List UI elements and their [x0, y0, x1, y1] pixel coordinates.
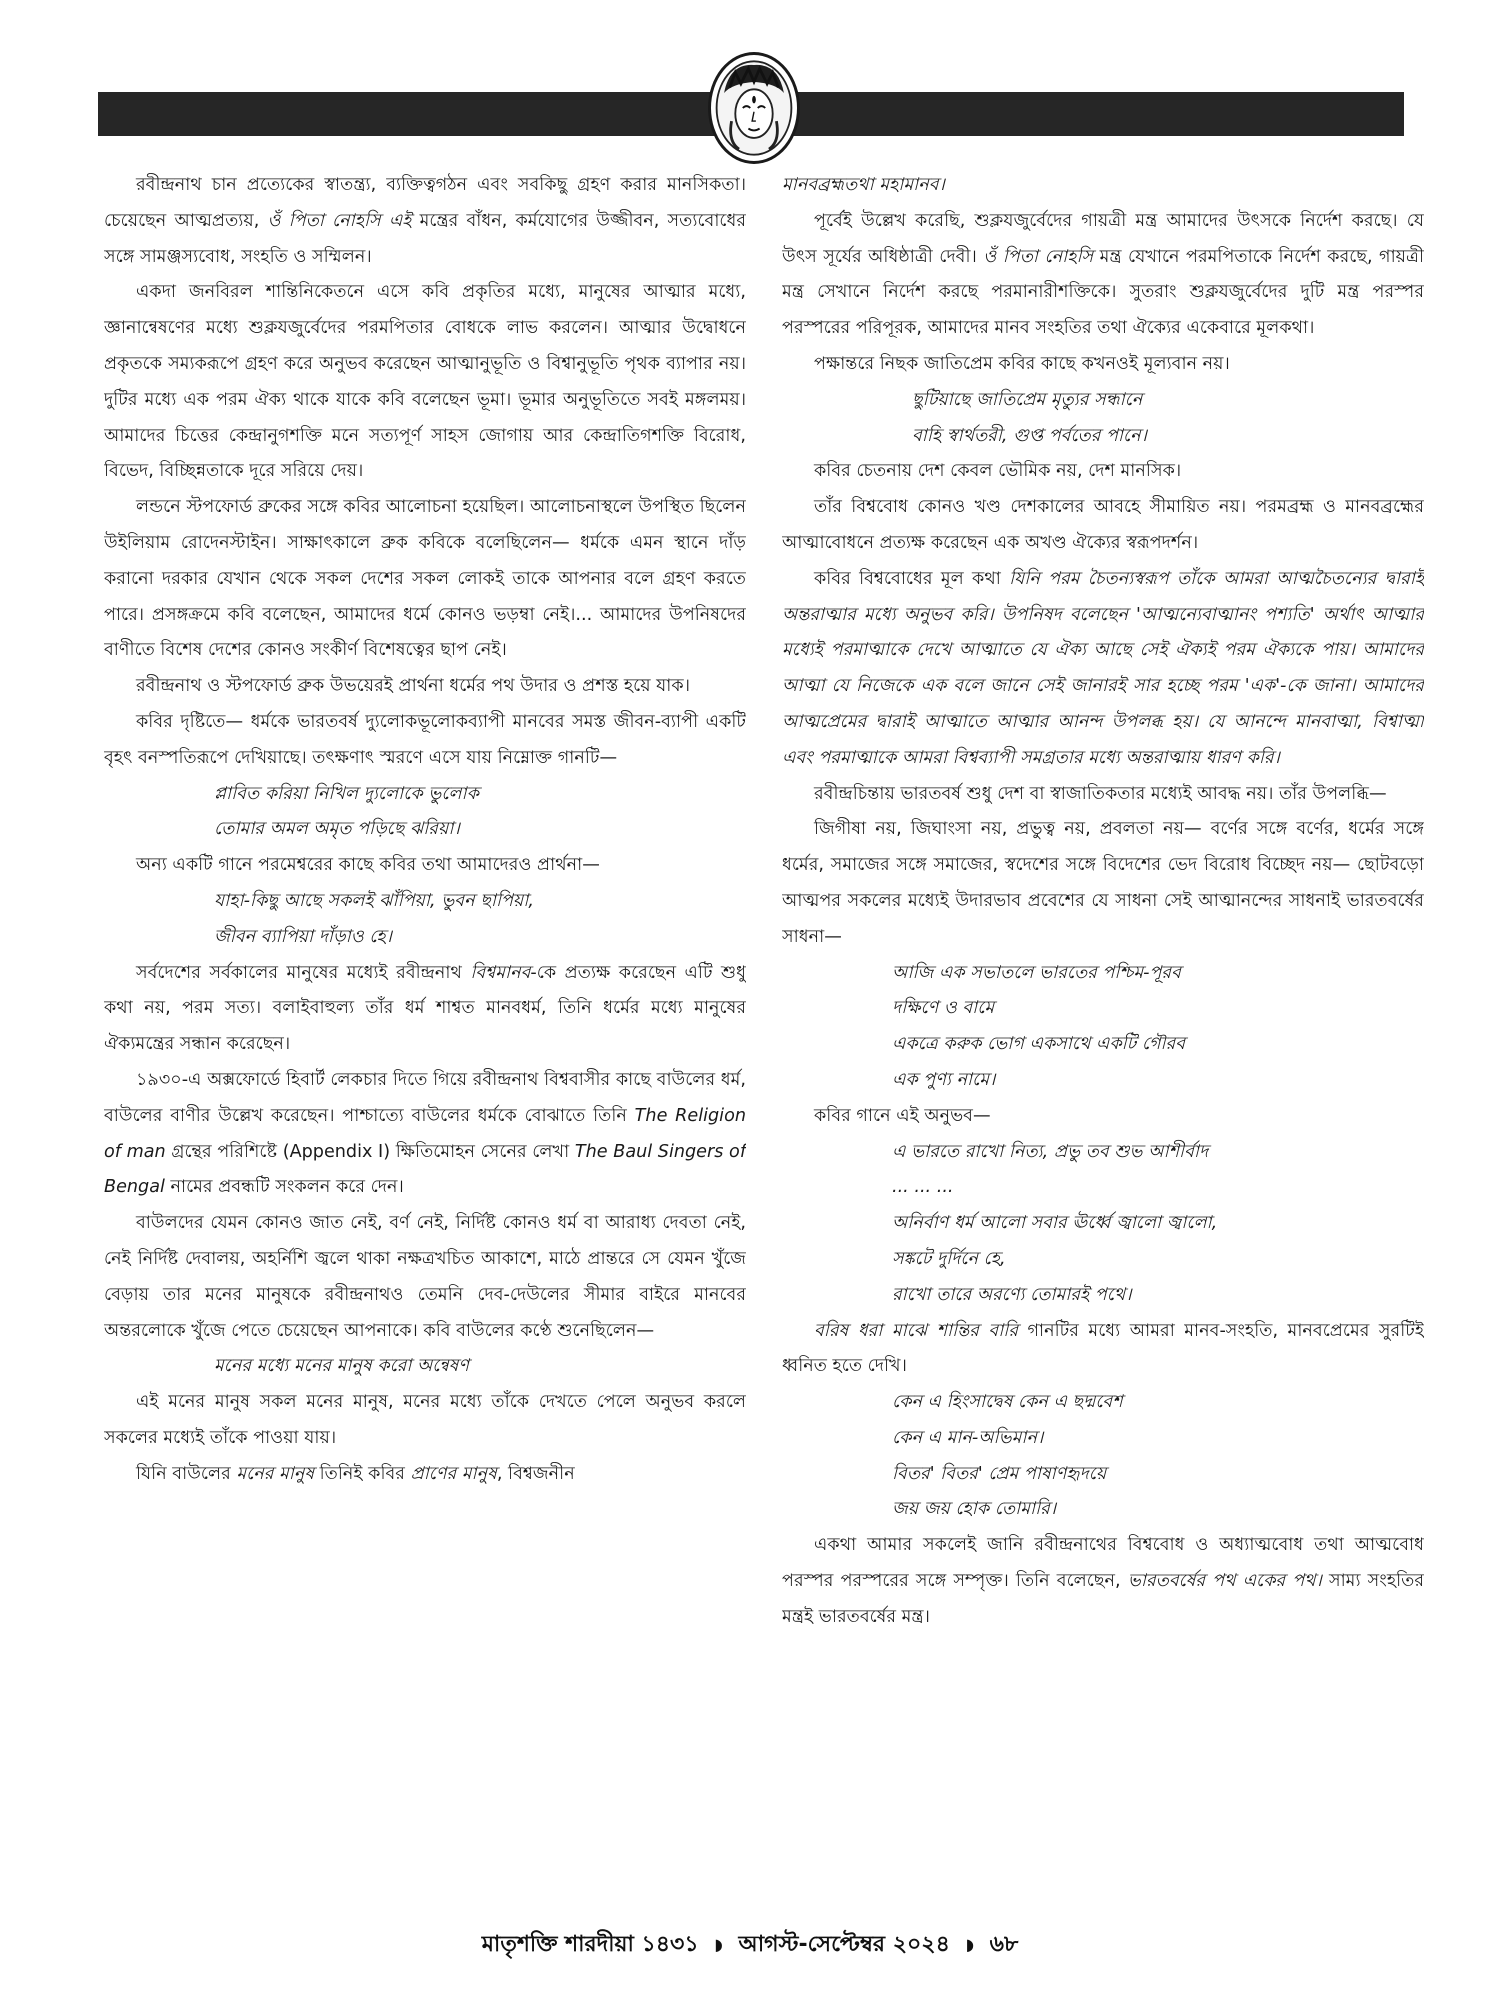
right-column — [782, 168, 1424, 1868]
verse-line: এ ভারতে রাখো নিত্য, প্রভু তব শুভ আশীর্বাদ — [892, 1141, 1209, 1162]
paragraph: ১৯৩০-এ অক্সফোর্ডে হিবার্ট লেকচার দিতে গিয়ে রবীন্দ্রনাথ বিশ্ববাসীর কাছে বাউলের ধর্ম, বাউলের বাণীর উল্লেখ করেছেন। পাশ্চাত্যে বাউলের ধর্মকে বোঝাতে তিনি The Religion of man গ্রন্থের পরিশিষ্টে (Appendix I) ক্ষিতিমোহন সেনের লেখা The Baul Singers of Bengal নামের প্রবন্ধটি সংকলন করে দেন। — [104, 1069, 746, 1198]
paragraph: যিনি বাউলের মনের মানুষ তিনিই কবির প্রাণের মানুষ, বিশ্বজনীন — [136, 1463, 575, 1484]
paragraph: একথা আমার সকলেই জানি রবীন্দ্রনাথের বিশ্ববোধ ও অধ্যাত্মবোধ তথা আত্মবোধ পরস্পর পরস্পরের সঙ্গে সম্পৃক্ত। তিনি বলেছেন, ভারতবর্ষের পথ একের পথ। সাম্য সংহতির মন্ত্রই ভারতবর্ষের মন্ত্র। — [782, 1535, 1424, 1627]
paragraph: পক্ষান্তরে নিছক জাতিপ্রেম কবির কাছে কখনওই মূল্যবান নয়। — [814, 353, 1230, 374]
verse-line: ছুটিয়াছে জাতিপ্রেম মৃত্যুর সন্ধানে — [912, 389, 1143, 410]
verse-line: অনির্বাণ ধর্ম আলো সবার ঊর্ধ্বে জ্বালো জ্বালো, — [892, 1213, 1218, 1234]
paragraph: কবির চেতনায় দেশ কেবল ভৌমিক নয়, দেশ মানসিক। — [814, 461, 1182, 482]
verse-line: প্লাবিত করিয়া নিখিল দ্যুলোকে ভুলোক — [214, 783, 479, 804]
paragraph: বরিষ ধরা মাঝে শান্তির বারি গানটির মধ্যে আমরা মানব-সংহতি, মানবপ্রেমের সুরটিই ধ্বনিত হতে দেখি। — [782, 1320, 1424, 1377]
page-footer — [0, 1925, 1500, 1965]
paragraph: সর্বদেশের সর্বকালের মানুষের মধ্যেই রবীন্দ্রনাথ বিশ্বমানব-কে প্রত্যক্ষ করেছেন এটি শুধু কথা নয়, পরম সত্য। বলাইবাহুল্য তাঁর ধর্ম শাশ্বত মানবধর্ম, তিনি ধর্মের মধ্যে মানুষের ঐক্যমন্ত্রের সন্ধান করেছেন। — [104, 962, 746, 1055]
verse-line: জীবন ব্যাপিয়া দাঁড়াও হে। — [214, 926, 392, 947]
verse-line: এক পুণ্য নামে। — [892, 1069, 996, 1090]
verse-line: সঙ্কটে দুর্দিনে হে, — [892, 1248, 1006, 1269]
paragraph: কবির গানে এই অনুভব— — [814, 1105, 991, 1126]
verse-line: কেন এ হিংসাদ্বেষ কেন এ ছদ্মবেশ — [892, 1392, 1123, 1413]
paragraph: কবির বিশ্ববোধের মূল কথা যিনি পরম চৈতন্যস্বরূপ তাঁকে আমরা আত্মচৈতন্যের দ্বারাই অন্তরাত্মার মধ্যে অনুভব করি। উপনিষদ বলেছেন 'আত্মন্যেবাত্মানং পশ্যতি' অর্থাৎ আত্মার মধ্যেই পরমাত্মাকে দেখে আত্মাতে যে ঐক্য আছে সেই ঐক্যই পরম ঐক্যকে পায়। আমাদের আত্মা যে নিজেকে এক বলে জানে সেই জানারই সার হচ্ছে পরম 'এক'-কে জানা। আমাদের আত্মপ্রেমের দ্বারাই আত্মাতে আত্মার আনন্দ উপলব্ধ হয়। যে আনন্দে মানবাত্মা, বিশ্বাত্মা এবং পরমাত্মাকে আমরা বিশ্বব্যাপী সমগ্রতার মধ্যে অন্তরাত্মায় ধারণ করি। — [782, 568, 1424, 768]
verse-line: বাহি স্বার্থতরী, গুপ্ত পর্বতের পানে। — [912, 425, 1147, 446]
verse-line: রাখো তারে অরণ্যে তোমারই পথে। — [892, 1284, 1132, 1305]
paragraph: বাউলদের যেমন কোনও জাত নেই, বর্ণ নেই, নির্দিষ্ট কোনও ধর্ম বা আরাধ্য দেবতা নেই, নেই নির্দিষ্ট দেবালয়, অহর্নিশি জ্বলে থাকা নক্ষত্রখচিত আকাশে, মাঠে প্রান্তরে সে যেমন খুঁজে বেড়ায় তার মনের মানুষকে রবীন্দ্রনাথও তেমনি দেব-দেউলের সীমার বাইরে মানবের অন্তরলোকে খুঁজে পেতে চেয়েছেন আপনাকে। কবি বাউলের কণ্ঠে শুনেছিলেন— — [104, 1213, 746, 1341]
verse-line: দক্ষিণে ও বামে — [892, 998, 995, 1019]
paragraph: মানবব্রহ্মতথা মহামানব। — [782, 175, 945, 195]
separator-icon: ◗ — [965, 1935, 974, 1954]
verse-line: মনের মধ্যে মনের মানুষ করো অন্বেষণ — [214, 1356, 470, 1377]
verse-line: যাহা-কিছু আছে সকলই ঝাঁপিয়া, ভুবন ছাপিয়া, — [214, 890, 534, 911]
paragraph: জিগীষা নয়, জিঘাংসা নয়, প্রভুত্ব নয়, প্রবলতা নয়— বর্ণের সঙ্গে বর্ণের, ধর্মের সঙ্গে ধর্মের, সমাজের সঙ্গে সমাজের, স্বদেশের সঙ্গে বিদেশের ভেদ বিরোধ বিচ্ছেদ নয়— ছোটবড়ো আত্মপর সকলের মধ্যেই উদারভাব প্রবেশের যে সাধনা সেই আত্মানন্দের সাধনাই ভারতবর্ষের সাধনা— — [782, 819, 1424, 947]
verse-line: একত্রে করুক ভোগ একসাথে একটি গৌরব — [892, 1034, 1186, 1055]
magazine-title: মাতৃশক্তি শারদীয়া ১৪৩১ — [481, 1932, 699, 1957]
verse-line: ... ... ... — [892, 1177, 954, 1198]
paragraph: তাঁর বিশ্ববোধ কোনও খণ্ড দেশকালের আবহে সীমায়িত নয়। পরমব্রহ্ম ও মানবব্রহ্মের আত্মাবোধনে প্রত্যক্ষ করেছেন এক অখণ্ড ঐক্যের স্বরূপদর্শন। — [782, 497, 1424, 553]
paragraph: লন্ডনে স্টপফোর্ড ব্রুকের সঙ্গে কবির আলোচনা হয়েছিল। আলোচনাস্থলে উপস্থিত ছিলেন উইলিয়াম রোদেনস্টাইন। সাক্ষাৎকালে ব্রুক কবিকে বলেছিলেন— ধর্মকে এমন স্থানে দাঁড় করানো দরকার যেখান থেকে সকল দেশের সকল লোকই তাকে আপনার বলে গ্রহণ করতে পারে। প্রসঙ্গক্রমে কবি বলেছেন, আমাদের ধর্মে কোনও ভড়ম্বা নেই।... আমাদের উপনিষদের বাণীতে বিশেষ দেশের কোনও সংকীর্ণ বিশেষত্বের ছাপ নেই। — [104, 497, 746, 661]
verse-line: কেন এ মান-অভিমান। — [892, 1427, 1044, 1448]
goddess-emblem-icon — [708, 52, 800, 164]
separator-icon: ◗ — [714, 1935, 723, 1954]
paragraph: পূর্বেই উল্লেখ করেছি, শুক্লযজুর্বেদের গায়ত্রী মন্ত্র আমাদের উৎসকে নির্দেশ করছে। যে উৎস সূর্যের অধিষ্ঠাত্রী দেবী। ওঁ পিতা নোহসি মন্ত্র যেখানে পরমপিতাকে নির্দেশ করছে, গায়ত্রী মন্ত্র সেখানে নির্দেশ করছে পরমানারীশক্তিকে। সুতরাং শুক্লযজুর্বেদের দুটি মন্ত্র পরস্পর পরস্পরের পরিপূরক, আমাদের মানব সংহতির তথা ঐক্যের একেবারে মূলকথা। — [782, 210, 1424, 339]
issue-date: আগস্ট-সেপ্টেম্বর ২০২৪ — [738, 1932, 950, 1957]
verse-line: বিতর' বিতর' প্রেম পাষাণহৃদয়ে — [892, 1463, 1107, 1484]
paragraph: কবির দৃষ্টিতে— ধর্মকে ভারতবর্ষ দ্যুলোকভূলোকব্যাপী মানবের সমস্ত জীবন-ব্যাপী একটি বৃহৎ বনস্পতিরূপে দেখিয়াছে। তৎক্ষণাৎ স্মরণে এসে যায় নিম্নোক্ত গানটি— — [104, 711, 746, 768]
left-column — [104, 168, 746, 1868]
paragraph: রবীন্দ্রনাথ চান প্রত্যেকের স্বাতন্ত্র্য, ব্যক্তিত্বগঠন এবং সবকিছু গ্রহণ করার মানসিকতা। চেয়েছেন আত্মপ্রত্যয়, ওঁ পিতা নোহসি এই মন্ত্রের বাঁধন, কর্মযোগের উজ্জীবন, সত্যবোধের সঙ্গে সামঞ্জস্যবোধ, সংহতি ও সম্মিলন। — [104, 175, 746, 267]
goddess-emblem-svg — [711, 55, 797, 161]
paragraph: রবীন্দ্রচিন্তায় ভারতবর্ষ শুধু দেশ বা স্বাজাতিকতার মধ্যেই আবদ্ধ নয়। তাঁর উপলব্ধি— — [814, 783, 1387, 804]
paragraph: এই মনের মানুষ সকল মনের মানুষ, মনের মধ্যে তাঁকে দেখতে পেলে অনুভব করলে সকলের মধ্যেই তাঁকে পাওয়া যায়। — [104, 1392, 746, 1448]
paragraph: রবীন্দ্রনাথ ও স্টপফোর্ড ব্রুক উভয়েরই প্রার্থনা ধর্মের পথ উদার ও প্রশস্ত হয়ে যাক। — [136, 676, 691, 697]
page-number: ৬৮ — [989, 1932, 1019, 1957]
verse-line: তোমার অমল অমৃত পড়িছে ঝরিয়া। — [214, 819, 460, 840]
paragraph: অন্য একটি গানে পরমেশ্বরের কাছে কবির তথা আমাদেরও প্রার্থনা— — [136, 855, 600, 876]
verse-line: জয় জয় হোক তোমারি। — [892, 1499, 1057, 1520]
verse-line: আজি এক সভাতলে ভারতের পশ্চিম-পূরব — [892, 962, 1181, 983]
paragraph: একদা জনবিরল শান্তিনিকেতনে এসে কবি প্রকৃতির মধ্যে, মানুষের আত্মার মধ্যে, জ্ঞানান্বেষণের মধ্যে শুক্লযজুর্বেদের পরমপিতার বোধকে লাভ করলেন। আত্মার উদ্বোধনে প্রকৃতকে সম্যকরূপে গ্রহণ করে অনুভব করেছেন আত্মানুভূতি ও বিশ্বানুভূতি পৃথক ব্যাপার নয়। দুটির মধ্যে এক পরম ঐক্য থাকে যাকে কবি বলেছেন ভূমা। ভূমার অনুভূতিতে সবই মঙ্গলময়। আমাদের চিত্তের কেন্দ্রানুগশক্তি মনে সত্যপূর্ণ সাহস জোগায় আর কেন্দ্রাতিগশক্তি বিরোধ, বিভেদ, বিচ্ছিন্নতাকে দূরে সরিয়ে দেয়। — [104, 282, 746, 482]
